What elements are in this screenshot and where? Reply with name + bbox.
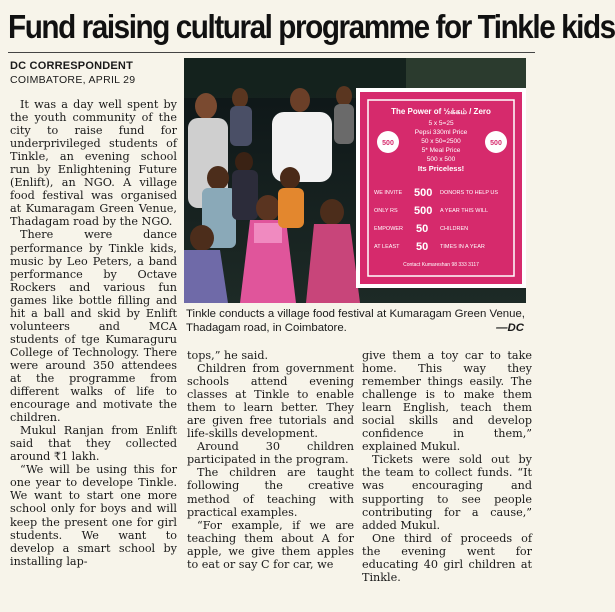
banner-badge-text: 500 xyxy=(382,140,394,147)
banner-row-number: 500 xyxy=(414,205,433,217)
banner-row-label: WE INVITE xyxy=(374,190,403,196)
dateline: COIMBATORE, APRIL 29 xyxy=(10,74,136,86)
banner-line: 500 x 500 xyxy=(426,156,456,163)
banner-row-text: CHILDREN xyxy=(440,226,469,232)
photo-scene xyxy=(184,58,526,303)
banner-line: 5 x 5=25 xyxy=(428,120,454,127)
banner-row-number: 50 xyxy=(416,241,429,253)
banner-title: The Power of ½க்கம் / Zero xyxy=(391,107,491,116)
paragraph: “For example, if we are teaching them about A for apple, we give them apples to eat or say C for car, we xyxy=(187,518,354,571)
banner-footer: Contact Kumareshan 98 333 3117 xyxy=(403,262,479,268)
paragraph: The children are taught following the creative method of teaching with practical examples. xyxy=(187,466,354,519)
correspondent: DC CORRESPONDENT xyxy=(10,60,133,72)
paragraph: give them a toy car to take home. This way they remember things easily. The challenge is to make them learn English, teach them social skills and develop confidence in them,” explained Mukul. xyxy=(362,349,532,454)
banner-row-number: 50 xyxy=(416,223,429,235)
banner-row-label: AT LEAST xyxy=(374,244,400,250)
banner-row-text: DONORS TO HELP US xyxy=(440,190,499,196)
headline-rule xyxy=(8,52,535,53)
byline xyxy=(10,60,180,86)
article-column-2 xyxy=(187,349,354,571)
paragraph: It was a day well spent by the youth community of the city to raise fund for underprivileged students of Tinkle, an evening school run by Enlightening Future (Enlift), an NGO. A village food festival was organised at Kumaragam Green Venue, Thadagam road by the NGO. xyxy=(10,98,177,229)
banner-line: Pepsi 330ml Price xyxy=(414,129,468,136)
headline: Fund raising cultural programme for Tinkle kids xyxy=(8,8,615,45)
banner-badge-text: 500 xyxy=(490,140,502,147)
paragraph: Children from government schools attend evening classes at Tinkle to enable them to learn better. They are given free tutorials and life-skills development. xyxy=(187,362,354,441)
fund-banner xyxy=(356,88,526,288)
banner-row-label: ONLY RS xyxy=(374,208,398,214)
article-column-1 xyxy=(10,98,177,568)
news-photo xyxy=(184,58,526,303)
banner-row-label: EMPOWER xyxy=(374,226,404,232)
paragraph: One third of proceeds of the evening went for educating 40 girl children at Tinkle. xyxy=(362,531,532,584)
paragraph: Around 30 children participated in the program. xyxy=(187,440,354,467)
banner-line: 5* Meal Price xyxy=(421,147,461,154)
photo-caption xyxy=(186,307,528,335)
paragraph: There were dance performance by Tinkle kids, music by Leo Peters, a band performance by Octave Rockers and various fun games like bottle filling and hit a ball and skid by Enlift volunteers and MCA students of tge Kumaraguru College of Technology. There were around 350 attendees at the programme from different walks of life to encourage and motivate the children. xyxy=(10,228,177,425)
paragraph: tops,” he said. xyxy=(187,349,269,362)
banner-row-text: TIMES IN A YEAR xyxy=(440,244,485,250)
banner-row-number: 500 xyxy=(414,187,433,199)
paragraph: “We will be using this for one year to develope Tinkle. We want to start one more school only for boys and will keep the present one for girl students. We want to develop a smart school by installing lap- xyxy=(10,463,177,568)
paragraph: Tickets were sold out by the team to collect funds. “It was encouraging and supporting to see people contributing for a cause,” added Mukul. xyxy=(362,453,532,532)
banner-row-text: A YEAR THIS WILL xyxy=(440,208,489,214)
photo-credit: —DC xyxy=(496,322,524,334)
caption-text: Tinkle conducts a village food festival at Kumaragam Green Venue, Thadagam road, in Coimbatore. xyxy=(186,308,525,334)
banner-line: Its Priceless! xyxy=(417,164,465,173)
article-column-3 xyxy=(362,349,532,584)
banner-line: 50 x 50=2500 xyxy=(421,138,461,145)
paragraph: Mukul Ranjan from Enlift said that they collected around ₹1 lakh. xyxy=(10,424,177,464)
